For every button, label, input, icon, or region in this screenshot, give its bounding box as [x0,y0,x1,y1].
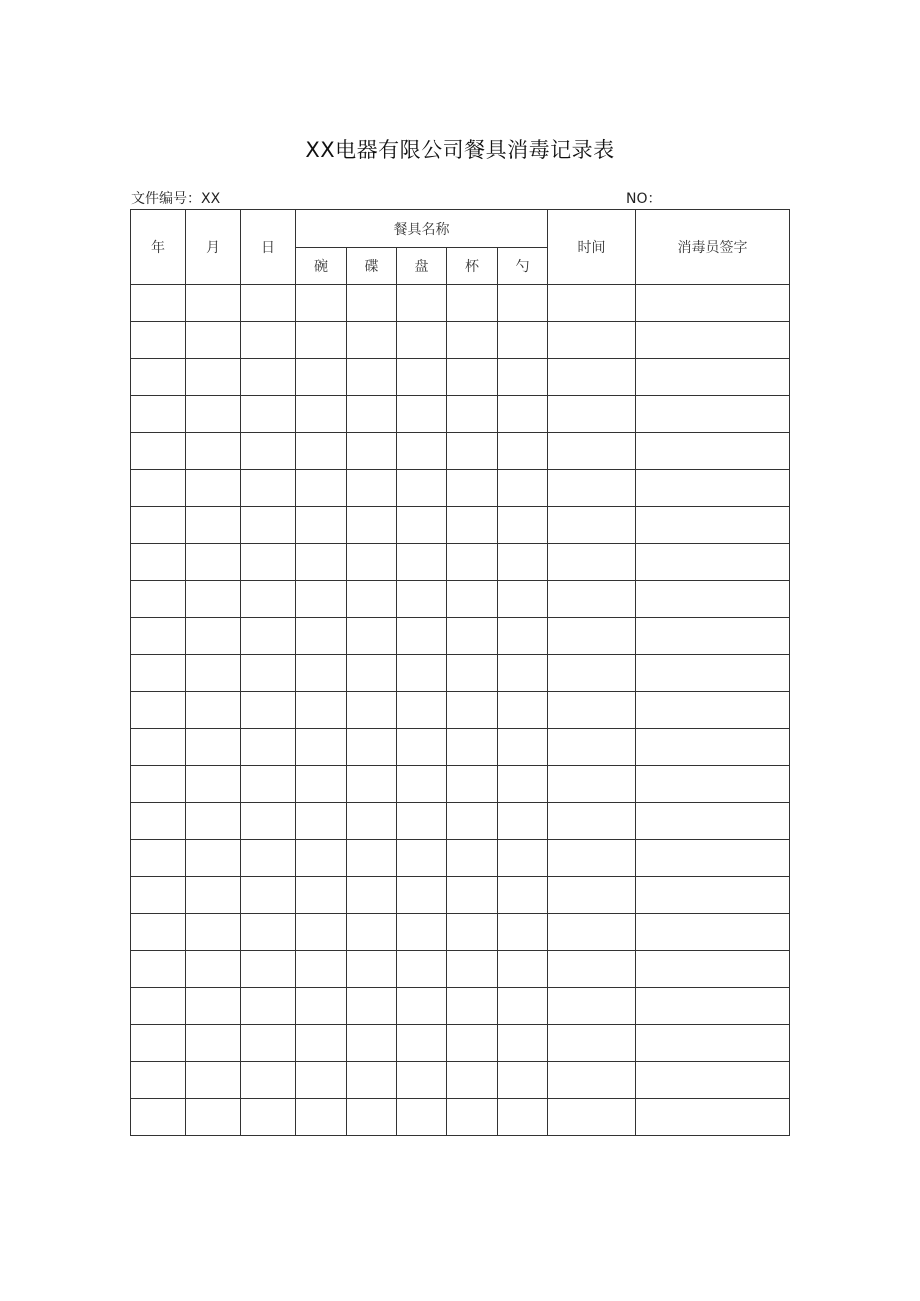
table-cell[interactable] [636,914,790,951]
table-cell[interactable] [131,285,186,322]
table-cell[interactable] [296,877,347,914]
table-cell[interactable] [548,692,636,729]
table-cell[interactable] [548,951,636,988]
table-cell[interactable] [498,1062,548,1099]
table-cell[interactable] [296,1062,347,1099]
header-row-top [131,210,790,248]
table-cell[interactable] [241,840,296,877]
header-time: 时间 [548,210,636,285]
header-bowl: 碗 [296,248,347,285]
table-cell[interactable] [241,581,296,618]
table-cell[interactable] [498,877,548,914]
table-cell[interactable] [296,507,347,544]
table-cell[interactable] [498,359,548,396]
table-cell[interactable] [131,692,186,729]
table-cell[interactable] [447,1099,498,1136]
table-cell[interactable] [447,1062,498,1099]
table-cell[interactable] [636,544,790,581]
table-cell[interactable] [397,1025,447,1062]
table-cell[interactable] [241,470,296,507]
table-cell[interactable] [241,618,296,655]
table-cell[interactable] [548,988,636,1025]
header-plate: 盘 [397,248,447,285]
table-cell[interactable] [636,988,790,1025]
table-row [131,803,790,840]
table-cell[interactable] [296,840,347,877]
table-row [131,285,790,322]
table-cell[interactable] [636,507,790,544]
table-cell[interactable] [636,618,790,655]
table-cell[interactable] [498,988,548,1025]
table-cell[interactable] [241,988,296,1025]
header-signature: 消毒员签字 [636,210,790,285]
table-cell[interactable] [548,729,636,766]
table-cell[interactable] [241,1025,296,1062]
table-cell[interactable] [447,729,498,766]
table-cell[interactable] [548,581,636,618]
table-cell[interactable] [347,507,397,544]
table-cell[interactable] [636,359,790,396]
table-cell[interactable] [636,1062,790,1099]
table-cell[interactable] [498,322,548,359]
table-cell[interactable] [636,470,790,507]
table-cell[interactable] [186,433,241,470]
table-cell[interactable] [397,803,447,840]
table-cell[interactable] [548,322,636,359]
table-cell[interactable] [397,507,447,544]
table-cell[interactable] [296,766,347,803]
table-cell[interactable] [447,470,498,507]
table-cell[interactable] [131,951,186,988]
table-cell[interactable] [186,396,241,433]
header-spoon: 勺 [498,248,548,285]
table-cell[interactable] [548,359,636,396]
table-cell[interactable] [636,581,790,618]
table-cell[interactable] [636,1099,790,1136]
table-cell[interactable] [347,1099,397,1136]
table-cell[interactable] [447,581,498,618]
table-cell[interactable] [498,1025,548,1062]
table-cell[interactable] [131,470,186,507]
table-cell[interactable] [131,766,186,803]
table-cell[interactable] [296,433,347,470]
table-cell[interactable] [548,396,636,433]
table-cell[interactable] [186,470,241,507]
table-cell[interactable] [397,359,447,396]
table-cell[interactable] [397,914,447,951]
table-cell[interactable] [347,692,397,729]
table-cell[interactable] [397,692,447,729]
table-cell[interactable] [186,803,241,840]
table-cell[interactable] [636,840,790,877]
table-cell[interactable] [186,877,241,914]
table-row [131,544,790,581]
table-cell[interactable] [347,1025,397,1062]
table-cell[interactable] [347,359,397,396]
table-row [131,1062,790,1099]
table-cell[interactable] [397,877,447,914]
table-row [131,877,790,914]
file-number-label: 文件编号：XX [131,191,221,207]
table-cell[interactable] [241,766,296,803]
table-cell[interactable] [548,1025,636,1062]
table-cell[interactable] [636,396,790,433]
table-cell[interactable] [498,396,548,433]
table-cell[interactable] [447,655,498,692]
table-cell[interactable] [498,803,548,840]
table-cell[interactable] [186,692,241,729]
table-cell[interactable] [447,877,498,914]
table-cell[interactable] [131,988,186,1025]
table-cell[interactable] [447,285,498,322]
table-cell[interactable] [347,914,397,951]
table-cell[interactable] [636,877,790,914]
table-cell[interactable] [548,618,636,655]
table-cell[interactable] [241,433,296,470]
table-body [131,285,790,1136]
table-cell[interactable] [498,285,548,322]
table-cell[interactable] [636,729,790,766]
table-cell[interactable] [498,618,548,655]
table-cell[interactable] [636,951,790,988]
table-cell[interactable] [447,396,498,433]
table-cell[interactable] [498,840,548,877]
table-cell[interactable] [241,1062,296,1099]
table-cell[interactable] [636,655,790,692]
table-cell[interactable] [241,951,296,988]
table-cell[interactable] [636,1025,790,1062]
table-cell[interactable] [347,803,397,840]
table-row [131,988,790,1025]
table-cell[interactable] [447,359,498,396]
table-row [131,396,790,433]
table-cell[interactable] [131,729,186,766]
table-cell[interactable] [548,544,636,581]
table-cell[interactable] [447,507,498,544]
table-cell[interactable] [296,655,347,692]
table-cell[interactable] [548,877,636,914]
table-cell[interactable] [347,581,397,618]
table-cell[interactable] [636,692,790,729]
table-cell[interactable] [548,1062,636,1099]
table-cell[interactable] [131,655,186,692]
table-row [131,581,790,618]
disinfection-log-table [130,209,790,1136]
header-saucer: 碟 [347,248,397,285]
table-cell[interactable] [548,285,636,322]
table-cell[interactable] [397,840,447,877]
table-row [131,1099,790,1136]
table-cell[interactable] [186,618,241,655]
table-cell[interactable] [397,581,447,618]
header-cup: 杯 [447,248,498,285]
table-row [131,729,790,766]
table-cell[interactable] [131,433,186,470]
table-cell[interactable] [241,359,296,396]
table-row [131,322,790,359]
table-cell[interactable] [296,914,347,951]
table-cell[interactable] [186,655,241,692]
table-cell[interactable] [186,544,241,581]
table-cell[interactable] [347,470,397,507]
table-cell[interactable] [241,729,296,766]
table-cell[interactable] [131,803,186,840]
table-cell[interactable] [447,618,498,655]
table-cell[interactable] [447,840,498,877]
table-cell[interactable] [498,1099,548,1136]
table-cell[interactable] [296,1025,347,1062]
table-cell[interactable] [131,396,186,433]
table-cell[interactable] [296,1099,347,1136]
table-cell[interactable] [397,1099,447,1136]
table-cell[interactable] [131,359,186,396]
table-cell[interactable] [447,1025,498,1062]
table-cell[interactable] [498,692,548,729]
table-cell[interactable] [498,433,548,470]
table-row [131,359,790,396]
table-cell[interactable] [447,433,498,470]
table-cell[interactable] [131,1062,186,1099]
table-row [131,655,790,692]
table-cell[interactable] [548,433,636,470]
document-title: XX电器有限公司餐具消毒记录表 [305,138,615,162]
table-cell[interactable] [548,507,636,544]
table-cell[interactable] [131,544,186,581]
table-cell[interactable] [347,988,397,1025]
table-cell[interactable] [498,655,548,692]
table-cell[interactable] [186,1062,241,1099]
table-cell[interactable] [548,914,636,951]
table-cell[interactable] [347,766,397,803]
table-cell[interactable] [186,581,241,618]
table-cell[interactable] [548,766,636,803]
table-cell[interactable] [347,396,397,433]
table-cell[interactable] [548,840,636,877]
table-cell[interactable] [347,433,397,470]
table-cell[interactable] [131,618,186,655]
table-cell[interactable] [186,914,241,951]
table-cell[interactable] [186,951,241,988]
table-row [131,951,790,988]
table-cell[interactable] [296,359,347,396]
table-cell[interactable] [186,729,241,766]
table-cell[interactable] [186,766,241,803]
table-cell[interactable] [296,988,347,1025]
table-cell[interactable] [498,544,548,581]
table-row [131,840,790,877]
table-cell[interactable] [498,914,548,951]
table-cell[interactable] [636,433,790,470]
table-cell[interactable] [186,840,241,877]
table-cell[interactable] [636,803,790,840]
table-cell[interactable] [296,692,347,729]
table-cell[interactable] [397,285,447,322]
table-row [131,766,790,803]
table-cell[interactable] [447,914,498,951]
table-cell[interactable] [131,840,186,877]
table-cell[interactable] [447,803,498,840]
table-cell[interactable] [447,322,498,359]
table-row [131,914,790,951]
table-cell[interactable] [296,285,347,322]
table-cell[interactable] [397,544,447,581]
table-row [131,470,790,507]
table-cell[interactable] [347,729,397,766]
table-cell[interactable] [347,655,397,692]
table-cell[interactable] [347,840,397,877]
table-cell[interactable] [636,766,790,803]
table-cell[interactable] [186,285,241,322]
table-cell[interactable] [347,285,397,322]
header-day: 日 [241,210,296,285]
table-cell[interactable] [548,655,636,692]
table-cell[interactable] [498,507,548,544]
table-cell[interactable] [636,285,790,322]
header-month: 月 [186,210,241,285]
table-cell[interactable] [186,988,241,1025]
table-cell[interactable] [397,618,447,655]
table-cell[interactable] [397,729,447,766]
table-cell[interactable] [186,1025,241,1062]
table-cell[interactable] [131,914,186,951]
table-cell[interactable] [241,507,296,544]
table-cell[interactable] [296,544,347,581]
table-cell[interactable] [447,544,498,581]
table-cell[interactable] [296,581,347,618]
table-cell[interactable] [548,1099,636,1136]
header-tableware-name: 餐具名称 [296,210,548,248]
table-row [131,618,790,655]
table-cell[interactable] [131,877,186,914]
table-cell[interactable] [241,692,296,729]
table-cell[interactable] [186,1099,241,1136]
table-cell[interactable] [131,1025,186,1062]
table-cell[interactable] [131,1099,186,1136]
table-cell[interactable] [241,396,296,433]
table-cell[interactable] [296,396,347,433]
table-cell[interactable] [241,322,296,359]
table-cell[interactable] [241,1099,296,1136]
table-cell[interactable] [241,285,296,322]
table-cell[interactable] [296,803,347,840]
table-cell[interactable] [241,914,296,951]
header-year: 年 [131,210,186,285]
table-cell[interactable] [548,803,636,840]
table-cell[interactable] [347,544,397,581]
table-cell[interactable] [397,655,447,692]
table-cell[interactable] [241,655,296,692]
table-cell[interactable] [397,988,447,1025]
table-row [131,507,790,544]
table-cell[interactable] [397,396,447,433]
table-cell[interactable] [347,951,397,988]
table-cell[interactable] [397,766,447,803]
table-cell[interactable] [636,322,790,359]
table-cell[interactable] [347,322,397,359]
table-cell[interactable] [447,692,498,729]
table-cell[interactable] [296,951,347,988]
table-cell[interactable] [397,433,447,470]
table-cell[interactable] [296,470,347,507]
table-cell[interactable] [131,322,186,359]
table-cell[interactable] [447,766,498,803]
table-cell[interactable] [447,988,498,1025]
table-cell[interactable] [347,877,397,914]
table-row [131,692,790,729]
table-cell[interactable] [347,1062,397,1099]
table-cell[interactable] [296,618,347,655]
table-cell[interactable] [347,618,397,655]
table-cell[interactable] [296,729,347,766]
table-cell[interactable] [241,544,296,581]
table-cell[interactable] [186,507,241,544]
table-cell[interactable] [296,322,347,359]
table-cell[interactable] [498,470,548,507]
table-cell[interactable] [397,470,447,507]
table-cell[interactable] [131,581,186,618]
table-cell[interactable] [397,951,447,988]
table-cell[interactable] [498,766,548,803]
table-row [131,433,790,470]
table-cell[interactable] [498,951,548,988]
table-cell[interactable] [447,951,498,988]
table-cell[interactable] [548,470,636,507]
table-cell[interactable] [498,729,548,766]
table-cell[interactable] [131,507,186,544]
table-cell[interactable] [498,581,548,618]
table-cell[interactable] [397,322,447,359]
table-cell[interactable] [241,803,296,840]
table-row [131,1025,790,1062]
table-cell[interactable] [186,359,241,396]
table-cell[interactable] [397,1062,447,1099]
table-cell[interactable] [186,322,241,359]
record-number-label: NO： [626,191,662,207]
table-cell[interactable] [241,877,296,914]
